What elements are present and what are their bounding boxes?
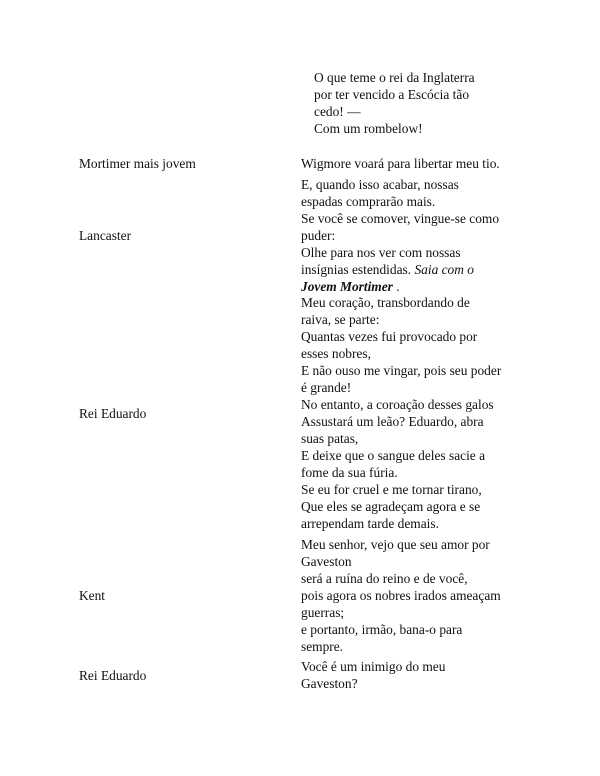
speech-line: Se você se comover, vingue-se como [301,211,500,226]
speech-line: Gaveston [301,554,352,569]
intro-verse [314,69,534,137]
speech-line: Assustará um leão? Eduardo, abra [301,414,484,429]
speech-line: E, quando isso acabar, nossas [301,177,459,192]
speaker-name: Rei Eduardo [79,667,147,683]
speech-line: Meu coração, transbordando de [301,295,470,310]
speech-line: pois agora os nobres irados ameaçam [301,588,501,603]
verse-line: cedo! — [314,104,361,119]
speech-line: Gaveston? [301,676,358,691]
verse-line: Com um rombelow! [314,121,423,136]
dialogue-row [79,536,539,655]
speech-line: sempre. [301,639,344,654]
stage-direction-character: Jovem Mortimer [301,279,393,294]
speech-line [301,261,539,278]
speech-line: Que eles se agradeçam agora e se [301,499,481,514]
speech-line: espadas comprarão mais. [301,194,436,209]
speech-line: Quantas vezes fui provocado por [301,329,478,344]
speech-line: Wigmore voará para libertar meu tio. [301,156,500,171]
speech-line: esses nobres, [301,346,371,361]
verse-line: por ter vencido a Escócia tão [314,87,470,102]
dialogue-row [79,176,539,295]
speech-line: fome da sua fúria. [301,465,398,480]
stage-direction-end: . [396,279,400,294]
speech-line: E deixe que o sangue deles sacie a [301,448,486,463]
stage-direction: Saia com o [414,262,474,277]
speaker-name: Rei Eduardo [79,405,147,421]
speech-line: Você é um inimigo do meu [301,659,446,674]
speech-lines [301,658,539,692]
speaker-name: Kent [79,588,106,603]
speech-line: suas patas, [301,431,359,446]
dialogue-row [79,155,539,172]
dialogue-row [79,658,539,692]
speech-line: E não ouso me vingar, pois seu poder [301,363,502,378]
speech-line-text: insígnias estendidas. [301,262,412,277]
speech-line: arrependam tarde demais. [301,516,439,531]
speech-line: Se eu for cruel e me tornar tirano, [301,482,482,497]
speech-line [301,278,539,295]
verse-line: O que teme o rei da Inglaterra [314,70,475,85]
speech-lines [301,536,539,655]
dialogue-row [79,294,539,532]
speech-line: Meu senhor, vejo que seu amor por [301,537,490,552]
speech-line: será a ruína do reino e de você, [301,571,468,586]
speaker-name: Mortimer mais jovem [79,156,196,171]
speech-line: puder: [301,228,336,243]
speech-line: No entanto, a coroação desses galos [301,397,494,412]
speech-lines [301,155,539,172]
speech-line: guerras; [301,605,345,620]
speech-lines [301,176,539,295]
speech-line: raiva, se parte: [301,312,380,327]
speech-line: é grande! [301,380,352,395]
speaker-name: Lancaster [79,228,132,243]
speech-line: e portanto, irmão, bana-o para [301,622,463,637]
speech-lines [301,294,539,532]
speech-line: Olhe para nos ver com nossas [301,245,461,260]
